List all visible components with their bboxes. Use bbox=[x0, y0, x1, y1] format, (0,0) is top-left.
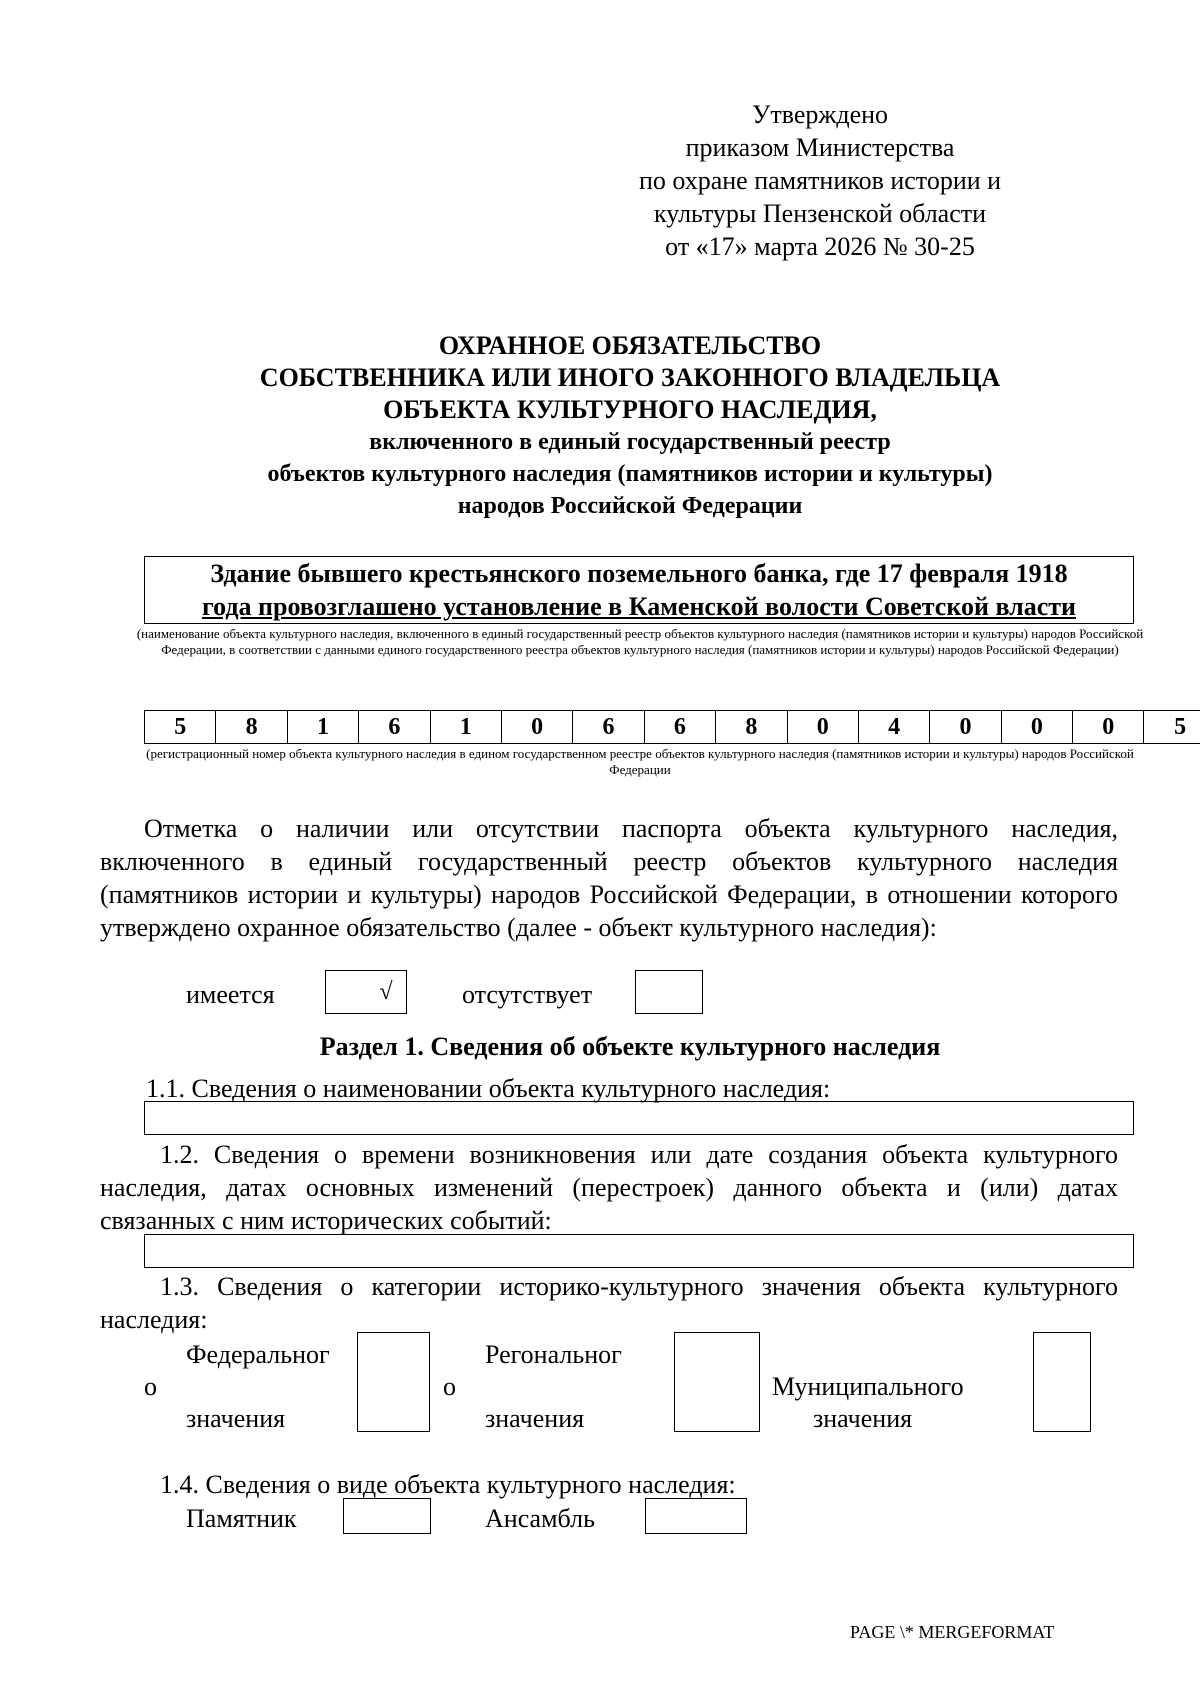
reg-digit: 0 bbox=[502, 711, 573, 743]
reg-digit: 0 bbox=[930, 711, 1001, 743]
title-line: СОБСТВЕННИКА ИЛИ ИНОГО ЗАКОННОГО ВЛАДЕЛЬЦА bbox=[259, 363, 1001, 392]
field-1-2[interactable] bbox=[144, 1234, 1134, 1268]
question-1-4: 1.4. Сведения о виде объекта культурного наследия: bbox=[160, 1470, 736, 1499]
municipal-label: Муниципального bbox=[772, 1372, 964, 1401]
object-name-box bbox=[144, 556, 1134, 624]
object-name-line: года провозглашено установление в Каменской волости Советской власти bbox=[201, 592, 1077, 621]
reg-digit: 6 bbox=[359, 711, 430, 743]
reg-digit: 1 bbox=[288, 711, 359, 743]
approval-block bbox=[600, 98, 1040, 263]
ensemble-label: Ансамбль bbox=[485, 1504, 595, 1533]
registration-caption: (регистрационный номер объекта культурного наследия в едином государственном реестре объектов культурного наследия (памятников истории и культуры) народов Российской Федерации bbox=[146, 746, 1134, 777]
reg-digit: 4 bbox=[859, 711, 930, 743]
reg-digit: 5 bbox=[145, 711, 216, 743]
approval-line: Утверждено bbox=[751, 100, 889, 129]
reg-digit: 5 bbox=[1174, 714, 1187, 740]
approval-line: по охране памятников истории и bbox=[638, 166, 1002, 195]
regional-checkbox[interactable] bbox=[674, 1332, 760, 1432]
passport-paragraph: Отметка о наличии или отсутствии паспорта объекта культурного наследия, включенного в единый государственный реестр объектов культурного наследия (памятников истории и культуры) народов Российской Федерации, в отношении которого утверждено охранное обязательство (далее - объект культурного наследия): bbox=[100, 814, 1118, 942]
title-line: ОХРАННОЕ ОБЯЗАТЕЛЬСТВО bbox=[438, 331, 822, 360]
field-1-1[interactable] bbox=[144, 1101, 1134, 1135]
municipal-checkbox[interactable] bbox=[1033, 1332, 1091, 1432]
section-heading: Раздел 1. Сведения об объекте культурного наследия bbox=[319, 1032, 941, 1061]
reg-digit: 8 bbox=[716, 711, 787, 743]
object-name-caption: (наименование объекта культурного наследия, включенного в единый государственный реестр объектов культурного наследия (памятников истории и культуры) народов Российской Федерации, в соответствии с данными единого государственного реестра объектов культурного наследия (памятников истории и культуры) народов Российской Федерации) bbox=[136, 626, 1144, 657]
reg-digit: 8 bbox=[216, 711, 287, 743]
reg-digit: 1 bbox=[431, 711, 502, 743]
regional-label-2: значения bbox=[485, 1404, 585, 1433]
regional-label-end: о bbox=[443, 1372, 456, 1401]
approval-line: культуры Пензенской области bbox=[653, 199, 987, 228]
reg-digit: 6 bbox=[573, 711, 644, 743]
approval-date: от «17» марта 2026 № 30-25 bbox=[665, 232, 975, 261]
title-line: объектов культурного наследия (памятников истории и культуры) bbox=[267, 461, 993, 487]
question-1-3: 1.3. Сведения о категории историко-культурного значения объекта культурного наследия: bbox=[100, 1272, 1118, 1334]
question-1-1: 1.1. Сведения о наименовании объекта культурного наследия: bbox=[146, 1074, 831, 1103]
monument-label: Памятник bbox=[186, 1504, 297, 1533]
approval-line: приказом Министерства bbox=[685, 133, 955, 162]
federal-label: Федеральног bbox=[186, 1340, 330, 1369]
reg-digit: 0 bbox=[788, 711, 859, 743]
federal-label-end: о bbox=[144, 1372, 157, 1401]
passport-has-label: имеется bbox=[186, 980, 275, 1009]
reg-digit: 0 bbox=[1002, 711, 1073, 743]
passport-has-checkbox[interactable] bbox=[325, 970, 407, 1014]
federal-checkbox[interactable] bbox=[357, 1332, 430, 1432]
object-name-line: Здание бывшего крестьянского поземельного банка, где 17 февраля 1918 bbox=[210, 559, 1068, 588]
document-title bbox=[100, 330, 1160, 522]
passport-absent-checkbox[interactable] bbox=[635, 970, 703, 1014]
registration-number bbox=[144, 710, 1200, 744]
title-line: народов Российской Федерации bbox=[457, 493, 803, 519]
check-mark-icon: √ bbox=[379, 979, 393, 1005]
monument-checkbox[interactable] bbox=[343, 1498, 431, 1534]
question-1-2: 1.2. Сведения о времени возникновения или дате создания объекта культурного наследия, датах основных изменений (перестроек) данного объекта и (или) датах связанных с ним исторических событий: bbox=[100, 1140, 1118, 1235]
page-footer: PAGE \* MERGEFORMAT bbox=[850, 1622, 1055, 1642]
ensemble-checkbox[interactable] bbox=[645, 1498, 747, 1534]
reg-digit: 6 bbox=[645, 711, 716, 743]
reg-digit: 0 bbox=[1073, 711, 1144, 743]
federal-label-2: значения bbox=[186, 1404, 286, 1433]
title-line: включенного в единый государственный реестр bbox=[369, 429, 891, 455]
title-line: ОБЪЕКТА КУЛЬТУРНОГО НАСЛЕДИЯ, bbox=[383, 395, 877, 424]
passport-absent-label: отсутствует bbox=[462, 980, 593, 1009]
municipal-label-2: значения bbox=[813, 1404, 913, 1433]
regional-label: Регональног bbox=[485, 1340, 622, 1369]
